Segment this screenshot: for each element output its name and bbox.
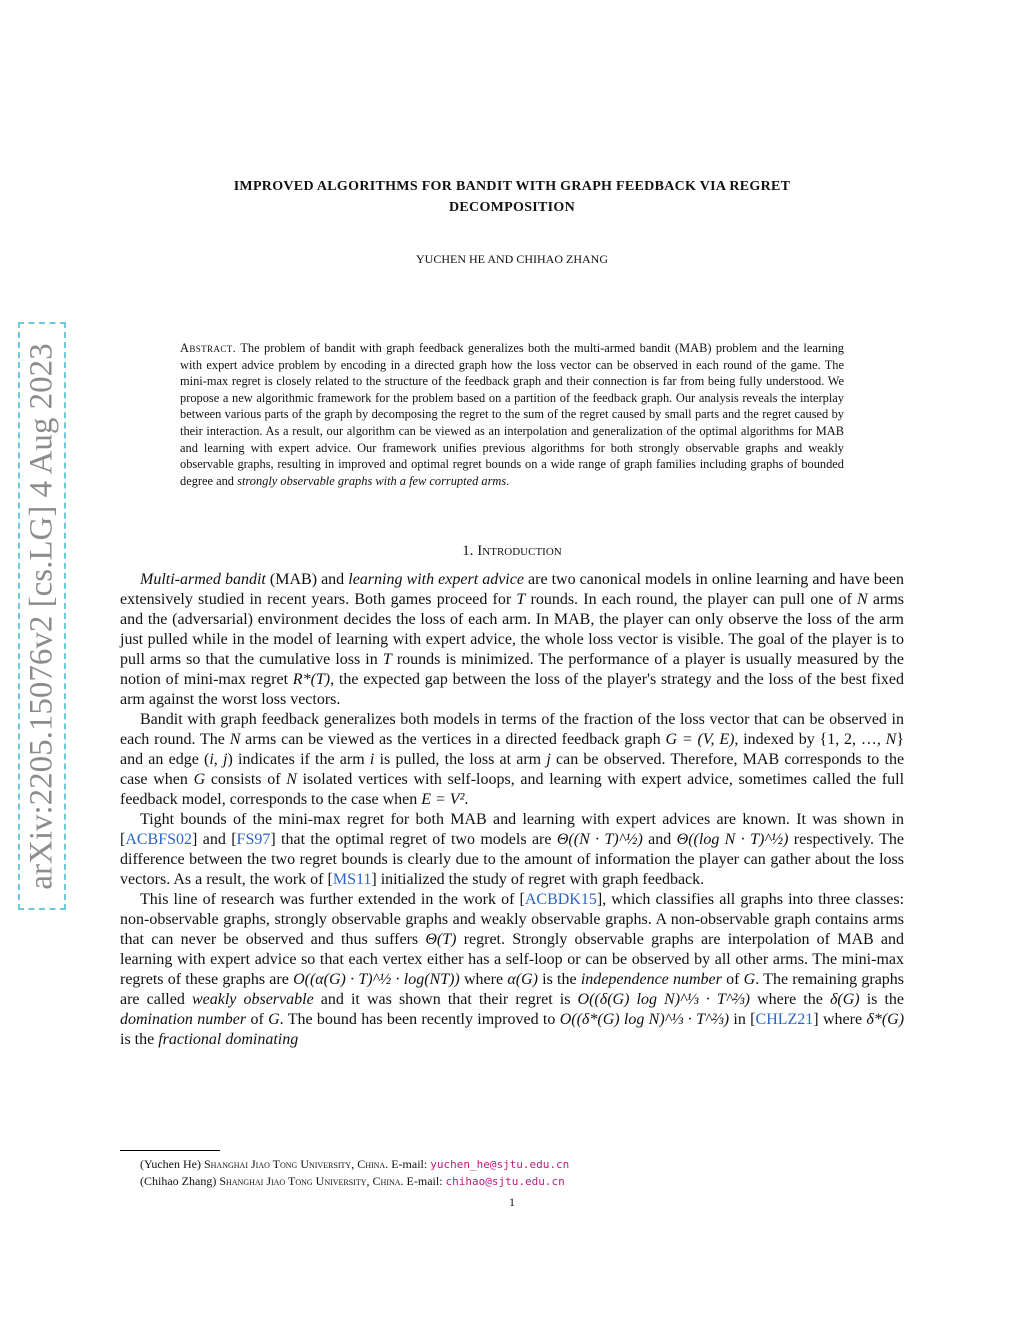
section-title: Introduction bbox=[477, 543, 562, 559]
authors: YUCHEN HE AND CHIHAO ZHANG bbox=[416, 252, 608, 266]
footnote-1: (Yuchen He) Shanghai Jiao Tong University, China. E-mail: yuchen_he@sjtu.edu.cn bbox=[140, 1157, 570, 1171]
cite-acbdk15[interactable]: ACBDK15 bbox=[524, 891, 597, 908]
emph-fractional: fractional dominating bbox=[158, 1031, 299, 1048]
title-line-2: DECOMPOSITION bbox=[448, 200, 576, 215]
section-number: 1. bbox=[462, 543, 474, 559]
page-number: 1 bbox=[509, 1195, 515, 1209]
arxiv-stamp-text: arXiv:2205.15076v2 [cs.LG] 4 Aug 2023 bbox=[23, 342, 60, 890]
emph-independence: independence number bbox=[580, 971, 722, 988]
email-yuchen[interactable]: yuchen_he@sjtu.edu.cn bbox=[430, 1158, 570, 1171]
paragraph-1: Multi-armed bandit (MAB) and learning with expert advice are two canonical models in online learning and have been extensively studied in recent years. Both games proceed for T rounds. In each round, the player can pull one of N arms and the (adversarial) environment decides the loss of each arm. In MAB, the player can only observe the loss of the arm just pulled while in the model of learning with expert advice, the whole loss vector is visible. The goal of the player is to pull arms so that the cumulative loss in T rounds is minimized. The performance of a player is usually measured by the notion of mini-max regret R*(T), the expected gap between the loss of the player's strategy and the loss of the best fixed arm against the worst loss vectors. bbox=[120, 571, 905, 708]
cite-ms11[interactable]: MS11 bbox=[332, 871, 372, 888]
paragraph-3: Tight bounds of the mini-max regret for both MAB and learning with expert advices are known. It was shown in [ACBFS02] and [FS97] that the optimal regret of two models are Θ((N · T)^½) and Θ((log N · T)^½) respectively. The difference between the two regret bounds is clearly due to the amount of information the player can gather about the loss vectors. As a result, the work of [MS11] initialized the study of regret with graph feedback. bbox=[120, 811, 905, 888]
footnotes bbox=[140, 1156, 900, 1190]
section-heading bbox=[120, 543, 904, 560]
abstract-emph: strongly observable graphs with a few corrupted arms bbox=[237, 473, 507, 488]
paragraph-4: This line of research was further extended in the work of [ACBDK15], which classifies all graphs into three classes: non-observable graphs, strongly observable graphs and weakly observable graphs. A non-observable graph contains arms that can never be observed and thus suffers Θ(T) regret. Strongly observable graphs are interpolation of MAB and learning with expert advice so that each vertex either has a self-loop or can be observed by all other arms. The mini-max regrets of these graphs are O((α(G) · T)^½ · log(NT)) where α(G) is the independence number of G. The remaining graphs are called weakly observable and it was shown that their regret is O((δ(G) log N)^⅓ · T^⅔) where the δ(G) is the domination number of G. The bound has been recently improved to O((δ*(G) log N)^⅓ · T^⅔) in [CHLZ21] where δ*(G) is the fractional dominating bbox=[120, 891, 905, 1048]
cite-chlz21[interactable]: CHLZ21 bbox=[755, 1011, 814, 1028]
paper-title bbox=[150, 176, 874, 218]
body-text bbox=[120, 570, 904, 1050]
emph-domination: domination number bbox=[120, 1011, 247, 1028]
emph-expert: learning with expert advice bbox=[348, 571, 524, 588]
abstract-end: . bbox=[506, 473, 510, 488]
email-chihao[interactable]: chihao@sjtu.edu.cn bbox=[445, 1175, 565, 1188]
cite-fs97[interactable]: FS97 bbox=[236, 831, 271, 848]
title-line-1: IMPROVED ALGORITHMS FOR BANDIT WITH GRAPH FEEDBACK VIA REGRET bbox=[233, 179, 791, 194]
footnote-2: (Chihao Zhang) Shanghai Jiao Tong University, China. E-mail: chihao@sjtu.edu.cn bbox=[140, 1174, 565, 1188]
emph-weakly: weakly observable bbox=[191, 991, 314, 1008]
cite-acbfs02[interactable]: ACBFS02 bbox=[125, 831, 193, 848]
emph-mab: Multi-armed bandit bbox=[140, 571, 266, 588]
abstract-label: Abstract. bbox=[180, 341, 237, 355]
footnote-rule bbox=[120, 1150, 220, 1151]
abstract bbox=[180, 340, 844, 489]
paragraph-2: Bandit with graph feedback generalizes both models in terms of the fraction of the loss vector that can be observed in each round. The N arms can be viewed as the vertices in a directed feedback graph G = (V, E), indexed by {1, 2, …, N} and an edge (i, j) indicates if the arm i is pulled, the loss at arm j can be observed. Therefore, MAB corresponds to the case when G consists of N isolated vertices with self-loops, and learning with expert advice, sometimes called the full feedback model, corresponds to the case when E = V². bbox=[120, 711, 905, 808]
arxiv-stamp bbox=[18, 322, 66, 910]
abstract-text: The problem of bandit with graph feedback generalizes both the multi-armed bandit (MAB) problem and the learning with expert advice problem by encoding in a directed graph how the loss vector can be observed in each round of the game. The mini-max regret is closely related to the structure of the feedback graph and their connection is far from being fully understood. We propose a new algorithmic framework for the problem based on a partition of the feedback graph. Our analysis reveals the interplay between various parts of the graph by decomposing the regret to the sum of the regret caused by small parts and the regret caused by their interaction. As a result, our algorithm can be viewed as an interpolation and generalization of the optimal algorithms for MAB and learning with expert advice. Our framework unifies previous algorithms for both strongly observable graphs and weakly observable graphs, resulting in improved and optimal regret bounds on a wide range of graph families including graphs of bounded degree and bbox=[180, 341, 844, 488]
